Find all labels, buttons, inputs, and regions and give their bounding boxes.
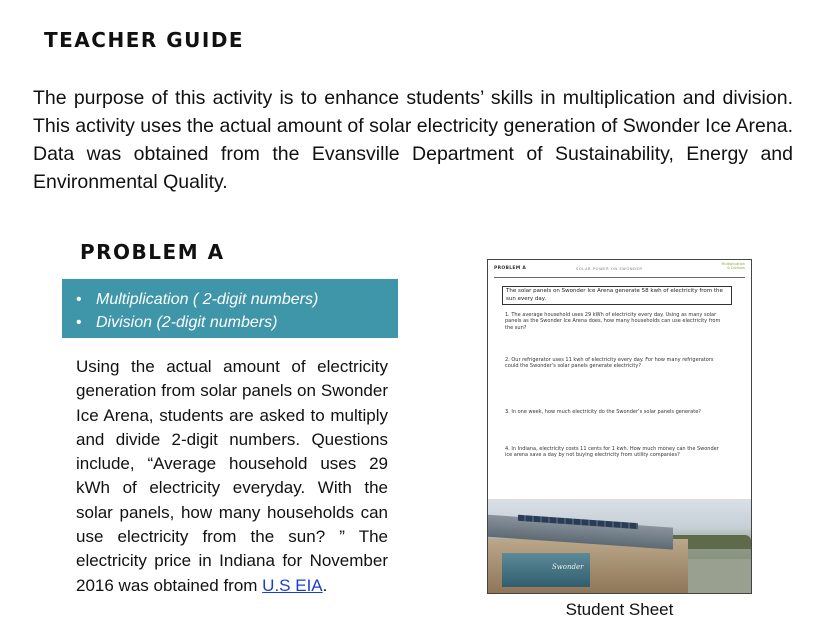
sheet-question: 1. The average household uses 29 kWh of electricity every day. Using as many solar panels as the Swonder Ice Arena does, how many households can use electricity from the sun? bbox=[505, 312, 721, 331]
sheet-question: 3. In one week, how much electricity do the Swonder’s solar panels generate? bbox=[505, 409, 701, 415]
student-sheet-caption: Student Sheet bbox=[565, 600, 674, 619]
sheet-question: 4. In Indiana, electricity costs 11 cents for 1 kwh. How much money can the Swonder ice arena save a day by not buying electricity from utility companies? bbox=[505, 446, 719, 459]
problem-heading: PROBLEM A bbox=[80, 240, 225, 264]
skills-box bbox=[62, 279, 398, 338]
page-title: TEACHER GUIDE bbox=[44, 28, 245, 52]
sheet-header bbox=[494, 262, 745, 278]
sheet-header-left: PROBLEM A bbox=[494, 266, 527, 271]
arena-photo bbox=[488, 499, 751, 593]
description-text: Using the actual amount of electricity generation from solar panels on Swonder Ice Arena, students are asked to multiply and divide 2-digit numbers. Questions include, “Average household uses 29 kWh of electricity everyday. With the solar panels, how many households can use electricity from the sun? ” The electricity price in Indiana for November 2016 was obtained from bbox=[76, 357, 388, 595]
purpose-paragraph: The purpose of this activity is to enhance students’ skills in multiplication and division. This activity uses the actual amount of solar electricity generation of Swonder Ice Arena. Data was obtained from the Evansville Department of Sustainability, Energy and Environmental Quality. bbox=[33, 87, 793, 193]
sheet-header-right-line2: & Division bbox=[727, 266, 745, 270]
skill-item: • Division (2-digit numbers) bbox=[76, 311, 398, 334]
student-sheet-thumbnail bbox=[487, 259, 752, 594]
photo-parking-lot bbox=[683, 559, 751, 593]
photo-sign: Swonder bbox=[552, 563, 584, 571]
sheet-header-right bbox=[715, 262, 745, 270]
source-link[interactable]: U.S EIA bbox=[262, 575, 323, 595]
sheet-intro: The solar panels on Swonder Ice Arena generate 58 kwh of electricity from the sun every day. bbox=[502, 286, 732, 305]
sheet-header-right-line1: Multiplication bbox=[721, 262, 745, 266]
problem-description bbox=[76, 355, 388, 598]
skill-item: • Multiplication ( 2-digit numbers) bbox=[76, 288, 398, 311]
sheet-question: 2. Our refrigerator uses 11 kwh of electricity every day. For how many refrigerators could the Swonder’s solar panels generate electricity? bbox=[505, 357, 714, 370]
sheet-header-center: SOLAR POWER ON SWONDER bbox=[576, 267, 643, 271]
skills-list bbox=[76, 288, 398, 334]
description-end: . bbox=[322, 575, 328, 595]
